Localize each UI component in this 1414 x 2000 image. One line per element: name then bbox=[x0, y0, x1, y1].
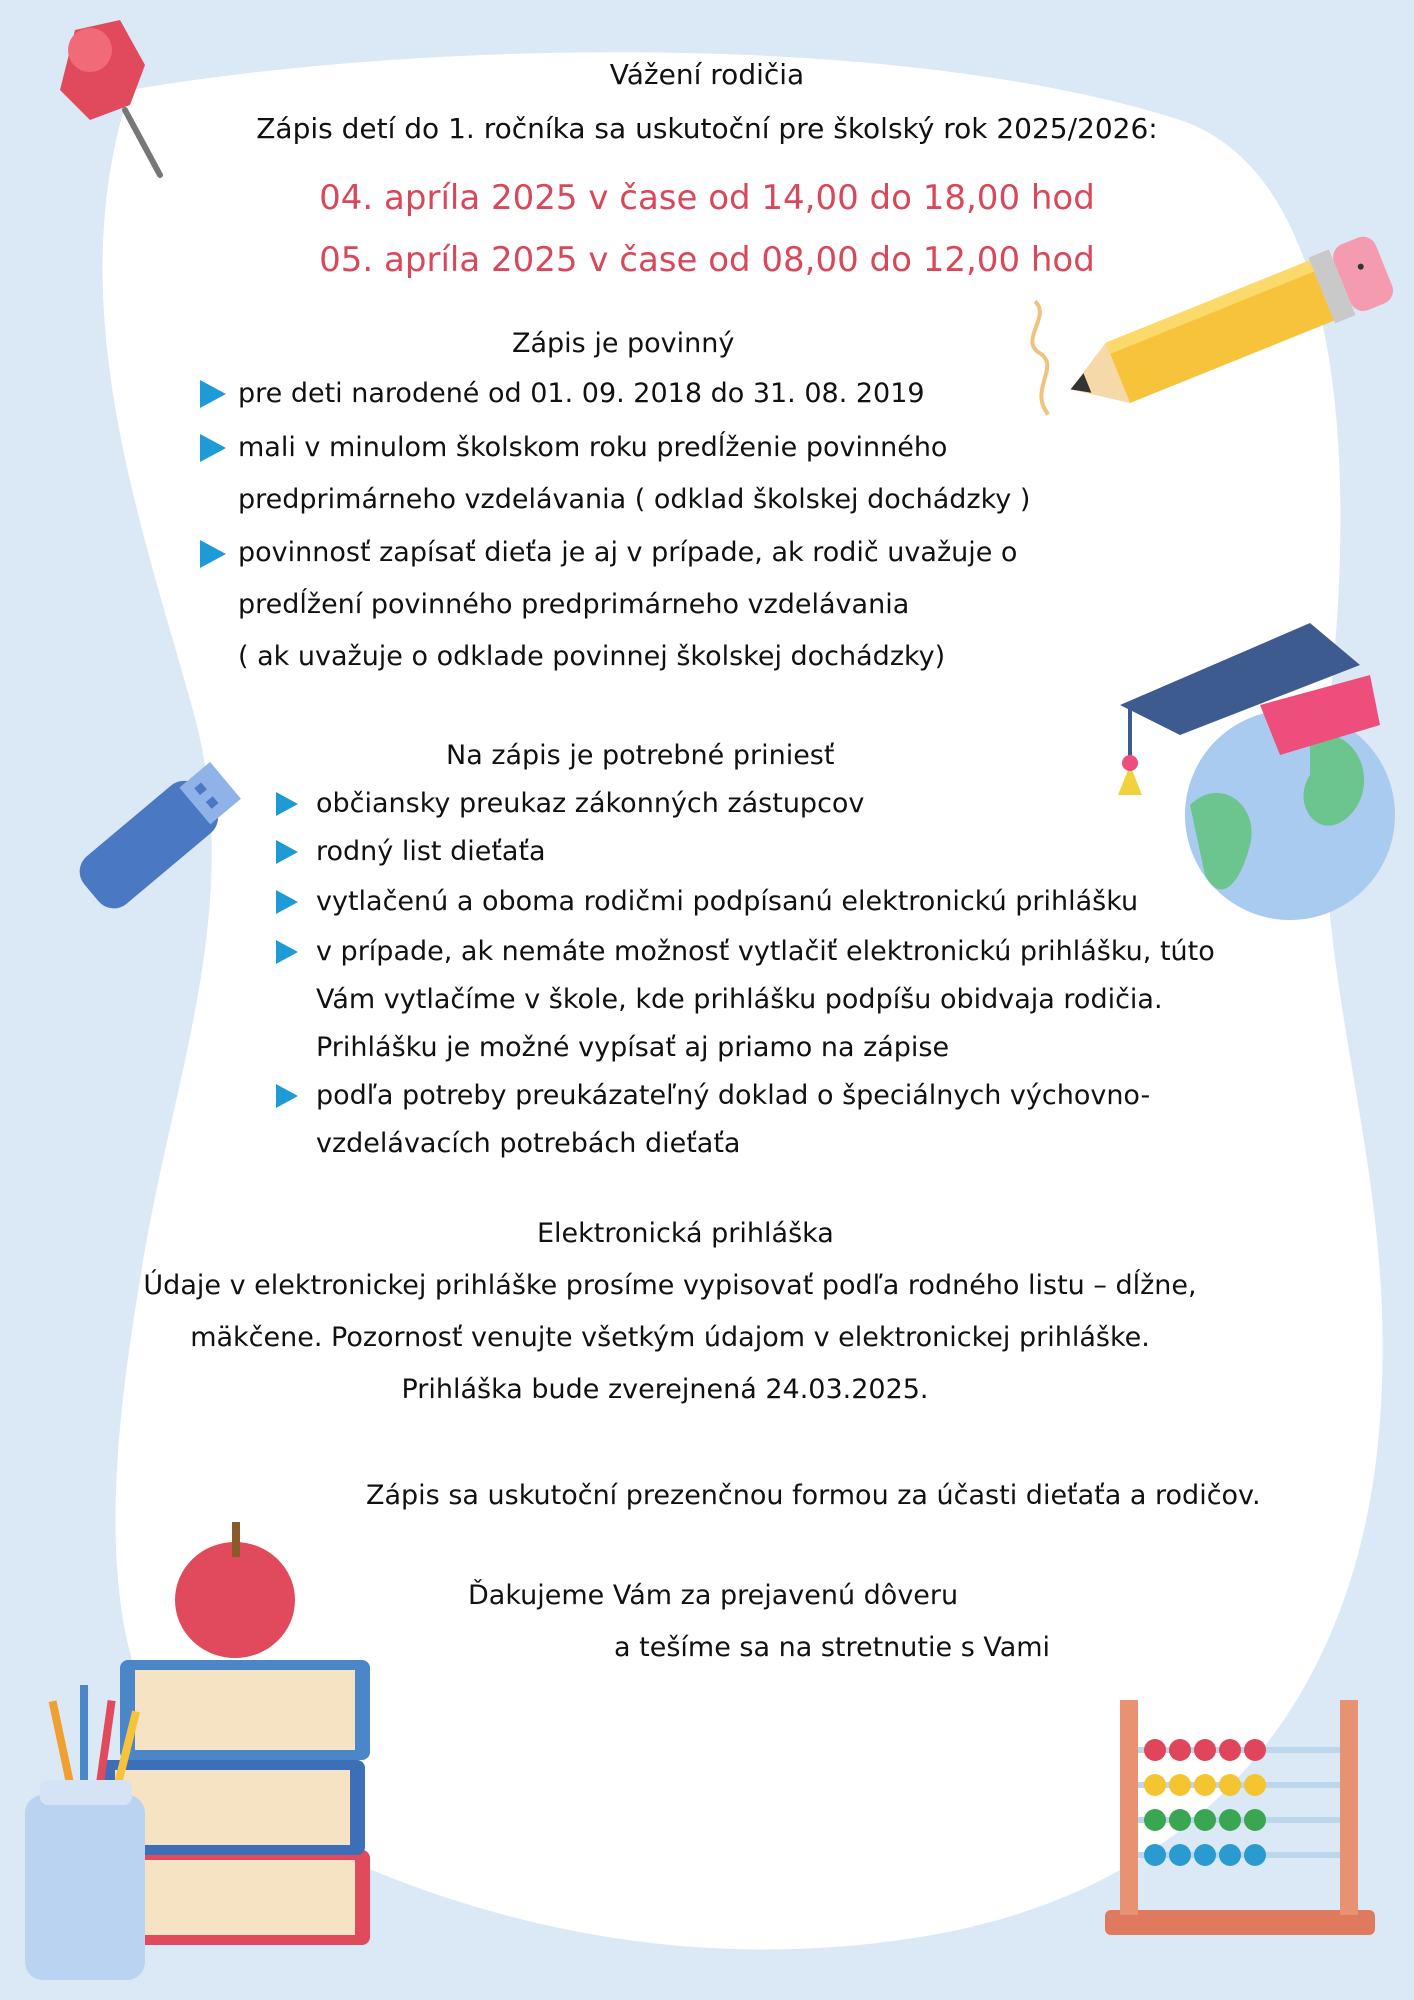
mandatory-heading: Zápis je povinný bbox=[512, 328, 735, 359]
bring-line-8: vzdelávacích potrebách dieťaťa bbox=[316, 1128, 741, 1159]
mandatory-line-1: pre deti narodené od 01. 09. 2018 do 31. 08. 2019 bbox=[238, 378, 925, 409]
books-apple-icon bbox=[20, 1510, 380, 1990]
bullet-arrow-icon bbox=[276, 940, 298, 964]
bring-line-4: v prípade, ak nemáte možnosť vytlačiť elektronickú prihlášku, túto bbox=[316, 936, 1215, 967]
date-2: 05. apríla 2025 v čase od 08,00 do 12,00 hod bbox=[319, 240, 1095, 280]
mandatory-line-4: povinnosť zapísať dieťa je aj v prípade, ak rodič uvažuje o bbox=[238, 537, 1018, 568]
bring-line-5: Vám vytlačíme v škole, kde prihlášku podpíšu obidvaja rodičia. bbox=[316, 984, 1163, 1015]
push-pin-icon bbox=[30, 10, 170, 180]
mandatory-line-5: predĺžení povinného predprimárneho vzdelávania bbox=[238, 589, 910, 620]
bullet-arrow-icon bbox=[276, 890, 298, 914]
thanks-line-2: a tešíme sa na stretnutie s Vami bbox=[614, 1632, 1051, 1663]
bring-line-2: rodný list dieťaťa bbox=[316, 836, 546, 867]
presence-text: Zápis sa uskutoční prezenčnou formou za účasti dieťaťa a rodičov. bbox=[366, 1480, 1261, 1511]
bullet-arrow-icon bbox=[200, 540, 226, 568]
mandatory-line-3: predprimárneho vzdelávania ( odklad školskej dochádzky ) bbox=[238, 484, 1031, 515]
bring-line-7: podľa potreby preukázateľný doklad o špeciálnych výchovno- bbox=[316, 1080, 1151, 1111]
globe-with-cap-icon bbox=[1110, 615, 1410, 935]
bring-line-1: občiansky preukaz zákonných zástupcov bbox=[316, 788, 865, 819]
mandatory-line-2: mali v minulom školskom roku predĺženie povinného bbox=[238, 432, 948, 463]
bullet-arrow-icon bbox=[276, 840, 298, 864]
usb-stick-icon bbox=[40, 740, 250, 940]
abacus-icon bbox=[1095, 1690, 1385, 1940]
bring-line-3: vytlačenú a oboma rodičmi podpísanú elektronickú prihlášku bbox=[316, 886, 1139, 917]
electronic-line-1: Údaje v elektronickej prihláške prosíme vypisovať podľa rodného listu – dĺžne, bbox=[143, 1270, 1197, 1301]
bullet-arrow-icon bbox=[200, 380, 226, 408]
mandatory-line-6: ( ak uvažuje o odklade povinnej školskej dochádzky) bbox=[238, 641, 946, 672]
electronic-heading: Elektronická prihláška bbox=[537, 1218, 834, 1249]
bring-line-6: Prihlášku je možné vypísať aj priamo na zápise bbox=[316, 1032, 950, 1063]
bullet-arrow-icon bbox=[200, 434, 226, 462]
abacus-beads bbox=[1138, 1739, 1340, 1866]
electronic-line-2: mäkčene. Pozornosť venujte všetkým údajom v elektronickej prihláške. bbox=[190, 1322, 1150, 1353]
intro-text: Zápis detí do 1. ročníka sa uskutoční pre školský rok 2025/2026: bbox=[256, 112, 1158, 145]
bullet-arrow-icon bbox=[276, 1084, 298, 1108]
bullet-arrow-icon bbox=[276, 792, 298, 816]
electronic-line-3: Prihláška bude zverejnená 24.03.2025. bbox=[401, 1374, 929, 1405]
greeting: Vážení rodičia bbox=[609, 58, 805, 91]
bring-heading: Na zápis je potrebné priniesť bbox=[446, 740, 835, 771]
date-1: 04. apríla 2025 v čase od 14,00 do 18,00 hod bbox=[319, 178, 1095, 218]
thanks-line-1: Ďakujeme Vám za prejavenú dôveru bbox=[468, 1580, 959, 1611]
